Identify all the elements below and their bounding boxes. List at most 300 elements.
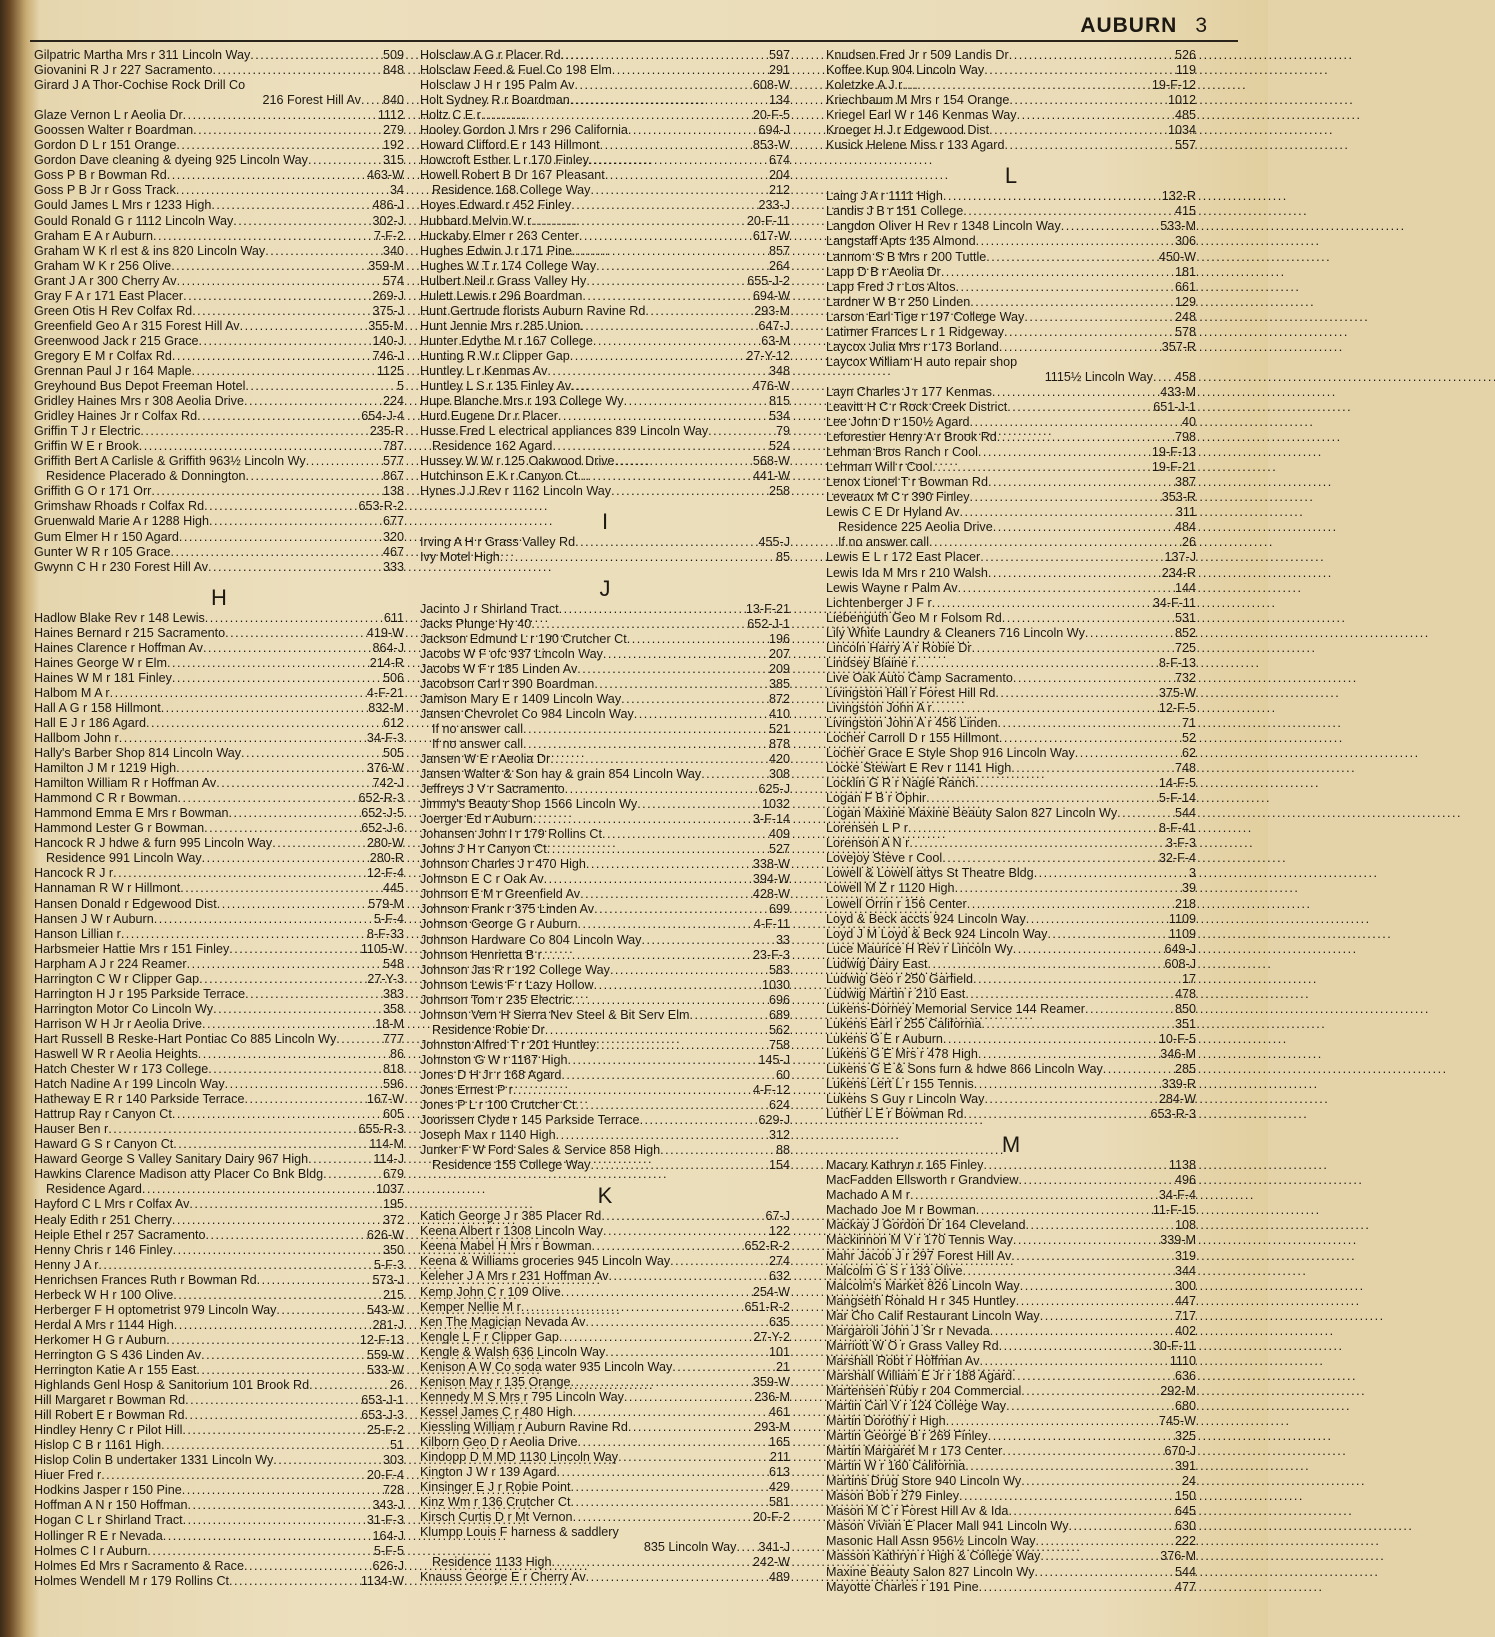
listing-name: Hulbert Neil r Grass Valley Hy (420, 273, 587, 288)
listing-entry (826, 566, 1196, 581)
listing-entry (826, 445, 1196, 460)
listing-entry (34, 319, 404, 334)
listing-entry (34, 1258, 404, 1273)
listing-name: Mar Cho Calif Restaurant Lincoln Way (826, 1308, 1040, 1323)
dot-leader (481, 108, 751, 123)
dot-leader (521, 1300, 743, 1315)
dot-leader (193, 123, 381, 138)
phone-number: 292-M (1160, 1383, 1196, 1398)
listing-entry (420, 1330, 790, 1345)
dot-leader (205, 611, 382, 626)
listing-name: Martin Margaret M r 173 Center (826, 1444, 1003, 1459)
phone-number: 236-M (754, 1389, 790, 1404)
phone-number: 410 (768, 706, 790, 721)
listing-entry (420, 797, 790, 812)
phone-number: 661 (1174, 279, 1196, 294)
listing-entry (34, 349, 404, 364)
listing-name: Greyhound Bus Depot Freeman Hotel (34, 379, 246, 394)
phone-number: 728 (382, 1483, 404, 1498)
dot-leader (970, 295, 1173, 310)
listing-entry (826, 1062, 1196, 1077)
listing-entry (826, 370, 1196, 385)
listing-name: Herberger F H optometrist 979 Lincoln Way (34, 1302, 277, 1317)
listing-name: Hoyes Edward r 452 Finley (420, 198, 572, 213)
listing-name: Laing J A r 1111 High (826, 189, 943, 204)
phone-number: 758 (768, 1037, 790, 1052)
listing-entry (420, 602, 790, 617)
phone-number: 848 (382, 63, 404, 78)
dot-leader (594, 978, 760, 993)
phone-number: 1037 (375, 1182, 404, 1197)
phone-number: 857 (768, 243, 790, 258)
listing-entry (826, 48, 1196, 63)
listing-entry (826, 250, 1196, 265)
listing-entry (420, 183, 790, 198)
phone-number: 52 (1181, 731, 1196, 746)
listing-name: Hally's Barber Shop 814 Lincoln Way (34, 746, 242, 761)
listing-entry (34, 716, 404, 731)
phone-number: 62 (1181, 746, 1196, 761)
listing-entry (420, 349, 790, 364)
listing-name: Lindsey Blaine r (826, 655, 916, 670)
phone-number: 840 (382, 93, 404, 108)
listing-name: Mason Bob r 279 Finley (826, 1489, 960, 1504)
phone-number: 867 (382, 469, 404, 484)
listing-entry (420, 454, 790, 469)
phone-number: 608-W (752, 78, 790, 93)
listing-name: Grimshaw Rhoads r Colfax Rd (34, 499, 205, 514)
dot-leader (174, 1318, 371, 1333)
dot-leader (1040, 1309, 1173, 1324)
phone-number: 26 (389, 1378, 404, 1393)
listing-name: Locklin G R r Nagle Ranch (826, 776, 976, 791)
phone-number: 348 (768, 363, 790, 378)
dot-leader (970, 415, 1180, 430)
dot-leader (188, 1498, 371, 1513)
dot-leader (984, 1092, 1156, 1107)
listing-entry (826, 108, 1196, 123)
phone-number: 319 (1174, 1248, 1196, 1263)
listing-name: Harrington H J r 195 Parkside Terrace (34, 986, 246, 1001)
listing-name: Locke Stewart E Rev r 1141 High (826, 761, 1012, 776)
listing-entry (420, 1113, 790, 1128)
listing-entry (34, 1273, 404, 1288)
dot-leader (309, 1378, 388, 1393)
listing-entry (34, 1559, 404, 1574)
phone-number: 31-F-3 (366, 1513, 404, 1528)
dot-leader (561, 48, 767, 63)
phone-number: 611 (383, 610, 404, 625)
phone-number: 674 (768, 153, 790, 168)
listing-entry (826, 626, 1196, 641)
dot-leader (565, 782, 757, 797)
dot-leader (1034, 866, 1187, 881)
listing-name: Holmes Ed Mrs r Sacramento & Race (34, 1558, 244, 1573)
listing-name: Logan Maxine Maxine Beauty Salon 827 Lincoln Wy (826, 806, 1118, 821)
listing-name: Hupe Blanche Mrs r 193 College Wy (420, 394, 624, 409)
listing-entry (34, 912, 404, 927)
dot-leader (308, 1152, 371, 1167)
dot-leader (139, 439, 381, 454)
phone-number: 832-M (368, 700, 404, 715)
listing-entry (34, 987, 404, 1002)
dot-leader (602, 827, 767, 842)
listing-name: Keena Albert r 1308 Lincoln Way (420, 1224, 603, 1239)
dot-leader (1002, 1444, 1162, 1459)
dot-leader (615, 454, 751, 469)
phone-number: 1112 (377, 108, 404, 123)
listing-entry (826, 265, 1196, 280)
phone-number: 224 (382, 394, 404, 409)
listing-entry (420, 1239, 790, 1254)
listing-entry (34, 1498, 404, 1513)
dot-leader (689, 1008, 767, 1023)
phone-number: 387 (1174, 475, 1196, 490)
listing-name: Jacobs W F ofc 937 Lincoln Way (420, 646, 603, 661)
phone-number: 625-J (758, 782, 790, 797)
listing-entry (826, 1188, 1196, 1203)
dot-leader (172, 349, 371, 364)
listing-entry (826, 881, 1196, 896)
listing-name: Kindopp D M MD 1130 Lincoln Way (420, 1450, 619, 1465)
phone-number: 86 (389, 1047, 404, 1061)
phone-number: 27-Y-12 (746, 348, 790, 363)
listing-entry (34, 48, 404, 63)
listing-entry (34, 214, 404, 229)
listing-entry (34, 942, 404, 957)
listing-name: Girard J A Thor-Cochise Rock Drill Co (34, 78, 246, 93)
listing-name: Herrington Katie A r 155 East (34, 1362, 197, 1377)
dot-leader (561, 1068, 774, 1083)
phone-number: 655-J-2 (747, 273, 790, 288)
phone-number: 140-J (372, 333, 404, 348)
phone-number: 167-W (366, 1092, 404, 1107)
dot-leader (573, 1510, 751, 1525)
phone-number: 4-F-12 (752, 1083, 790, 1097)
dot-leader (983, 1158, 1166, 1173)
listing-name: Mackay J Gordon Dr 164 Cleveland (826, 1218, 1026, 1233)
dot-leader (956, 280, 1173, 295)
phone-number: 204 (768, 168, 790, 183)
dot-leader (500, 550, 774, 565)
dot-leader (628, 1420, 752, 1435)
listing-entry (826, 942, 1196, 957)
phone-number: 652-R-3 (358, 791, 404, 806)
listing-name: Jacinto J r Shirland Tract (420, 601, 559, 616)
listing-entry (34, 1574, 404, 1589)
phone-number: 534 (768, 409, 790, 424)
dot-leader (233, 214, 370, 229)
listing-name: Hoffman A N r 150 Hoffman (34, 1498, 188, 1513)
dot-leader (926, 791, 1157, 806)
dot-leader (577, 662, 767, 677)
phone-number: 137-J (1164, 550, 1196, 565)
dot-leader (618, 1450, 768, 1465)
listing-entry (420, 1360, 790, 1375)
phone-number: 1012 (1167, 93, 1196, 108)
phone-number: 114-J (373, 1152, 404, 1167)
listing-entry (420, 902, 790, 917)
listing-name: Mackinnon M V r 170 Tennis Way (826, 1233, 1013, 1248)
phone-number: 489 (768, 1570, 790, 1585)
dot-leader (119, 731, 365, 746)
phone-number: 651-R-2 (744, 1299, 790, 1314)
phone-number: 852 (1174, 625, 1196, 640)
phone-number: 651-J-1 (1153, 399, 1196, 414)
listing-entry (34, 439, 404, 454)
listing-name: Hancock R J hdwe & furn 995 Lincoln Way (34, 836, 273, 851)
dot-leader (976, 234, 1173, 249)
dot-leader (612, 63, 767, 78)
listing-name: Hansen Donald r Edgewood Dist (34, 896, 217, 911)
phone-number: 338-W (752, 857, 790, 872)
listing-name: Knudsen Fred Jr r 509 Landis Dr (826, 48, 1009, 62)
listing-entry (34, 927, 404, 942)
listing-name: Halbom M A r (34, 685, 110, 700)
dot-leader (596, 1038, 767, 1053)
listing-entry (420, 379, 790, 394)
phone-number: 626-J (372, 1558, 404, 1573)
listing-entry (420, 1495, 790, 1510)
listing-entry (420, 707, 790, 722)
listing-entry (34, 881, 404, 896)
phone-number: 207 (768, 646, 790, 661)
listing-name: Giovanini R J r 227 Sacramento (34, 63, 213, 78)
listing-name: Lapp D B r Aeolia Dr (826, 264, 941, 279)
listing-entry (420, 168, 790, 183)
listing-entry (826, 1092, 1196, 1107)
listing-entry (34, 701, 404, 716)
listing-name: Hauser Ben r (34, 1122, 109, 1137)
listing-entry (420, 214, 790, 229)
listing-name: Lukens S Guy r Lincoln Way (826, 1092, 985, 1107)
phone-number: 652-J-5 (361, 806, 404, 821)
dot-leader (276, 1303, 364, 1318)
phone-number: 670-J (1164, 1444, 1196, 1459)
phone-number: 375-W (1158, 685, 1196, 700)
dot-leader (1035, 1565, 1173, 1580)
listing-entry (420, 1525, 790, 1540)
listing-entry (826, 1474, 1196, 1489)
listing-entry (826, 295, 1196, 310)
listing-entry (34, 168, 404, 183)
listing-name: Keena Mabel H Mrs r Bowman (420, 1239, 592, 1254)
dot-leader (172, 671, 381, 686)
phone-number: 3-F-3 (1165, 836, 1196, 851)
listing-entry (826, 1324, 1196, 1339)
dot-leader (574, 78, 750, 93)
dot-leader (571, 379, 751, 394)
dot-leader (589, 153, 767, 168)
listing-entry (826, 1077, 1196, 1092)
listing-name: Hubbard Melvin W r (420, 213, 532, 228)
listing-name: Greenfield Geo A r 315 Forest Hill Av (34, 318, 240, 333)
phone-number: 17 (1181, 971, 1196, 986)
listing-entry (420, 1083, 790, 1098)
phone-number: 4-F-11 (753, 917, 790, 932)
dot-leader (672, 1360, 774, 1375)
dot-leader (172, 1213, 381, 1228)
listing-name: Kenison A W Co soda water 935 Lincoln Way (420, 1359, 673, 1374)
listing-entry (420, 424, 790, 439)
listing-entry (826, 836, 1196, 851)
listing-name: Jones Ernest P r (420, 1083, 513, 1097)
dot-leader (1011, 1249, 1173, 1264)
listing-name: Harpham A J r 224 Reamer (34, 956, 187, 971)
dot-leader (1020, 1279, 1173, 1294)
listing-entry (420, 677, 790, 692)
listing-name: Jones P L r 100 Crutcher Ct (420, 1098, 576, 1113)
listing-entry (34, 1077, 404, 1092)
phone-number: 484 (1174, 520, 1196, 535)
listing-name: Luther L E r Bowman Rd (826, 1107, 964, 1122)
listing-entry (420, 550, 790, 565)
listing-entry (34, 514, 404, 529)
phone-number: 458 (1174, 369, 1196, 384)
phone-number: 10-F-5 (1158, 1031, 1196, 1046)
listing-name: Goossen Walter r Boardman (34, 123, 194, 138)
listing-entry (826, 138, 1196, 153)
listing-entry (34, 1453, 404, 1468)
listing-name: Residence 1133 High (432, 1555, 552, 1570)
dot-leader (265, 244, 381, 259)
listing-name: Husse Fred L electrical appliances 839 Lincoln Way (420, 424, 709, 439)
listing-name: Leforestier Henry A r Brook Rd (826, 430, 997, 445)
phone-number: 559-W (366, 1347, 404, 1362)
listing-name: Hatch Nadine A r 199 Lincoln Way (34, 1077, 225, 1092)
dot-leader (558, 409, 767, 424)
phone-number: 333 (382, 559, 404, 574)
phone-number: 509 (382, 48, 404, 62)
listing-entry (826, 1218, 1196, 1233)
phone-number: 878 (768, 736, 790, 751)
phone-number: 1110 (1169, 1353, 1196, 1368)
listing-name: Hatch Chester W r 173 College (34, 1062, 209, 1077)
dot-leader (670, 1254, 767, 1269)
listing-name: Gould James L Mrs r 1233 High (34, 198, 212, 213)
listing-entry (34, 1243, 404, 1258)
dot-leader (1013, 1233, 1158, 1248)
listing-entry (34, 394, 404, 409)
listing-name: Healy Edith r 251 Cherry (34, 1212, 172, 1227)
listing-name: Hislop C B r 1161 High (34, 1438, 162, 1453)
dot-leader (634, 707, 767, 722)
dot-leader (523, 737, 767, 752)
listing-entry (420, 1254, 790, 1269)
phone-number: 694-W (752, 288, 790, 303)
phone-number: 12-F-4 (366, 866, 404, 881)
phone-number: 496 (1174, 1173, 1196, 1188)
phone-number: 581 (768, 1495, 790, 1510)
phone-number: 455-J (758, 535, 790, 550)
listing-name: Hall A G r 158 Hillmont (34, 700, 161, 715)
listing-name: Latimer Frances L r 1 Ridgeway (826, 324, 1005, 339)
dot-leader (208, 560, 381, 575)
listing-name: Lukens Lert L r 155 Tennis (826, 1077, 974, 1092)
listing-name: Goss P B r Bowman Rd (34, 168, 167, 183)
listing-name: Mayotte Charles r 191 Pine (826, 1579, 979, 1594)
listing-name: Joerger Ed r Auburn (420, 812, 533, 827)
dot-leader (955, 881, 1180, 896)
dot-leader (1012, 1369, 1173, 1384)
listing-name: Leavitt H C r Rock Creek District (826, 399, 1008, 414)
dot-leader (177, 274, 381, 289)
listing-entry (826, 1459, 1196, 1474)
dot-leader (250, 48, 381, 63)
phone-number: 358 (382, 1001, 404, 1016)
listing-name: Kriechbaum M Mrs r 154 Orange (826, 93, 1010, 108)
phone-number: 649-J (1164, 941, 1196, 956)
phone-number: 4-F-21 (366, 685, 404, 700)
phone-number: 20-F-4 (366, 1468, 404, 1483)
listing-entry (420, 933, 790, 948)
phone-number: 34-F-11 (1152, 595, 1196, 610)
listing-entry (34, 1348, 404, 1363)
listing-name: Grant J A r 300 Cherry Av (34, 273, 177, 288)
dot-leader (208, 1062, 381, 1077)
phone-number: 647-J (758, 318, 790, 333)
phone-number: 181 (1174, 264, 1196, 279)
listing-entry (34, 1468, 404, 1483)
phone-number: 746-J (372, 348, 404, 363)
listing-entry (34, 1288, 404, 1303)
dot-leader (580, 319, 756, 334)
listing-name: Green Otis H Rev Colfax Rd (34, 303, 193, 318)
dot-leader (182, 1483, 381, 1498)
page-header (1080, 14, 1208, 38)
listing-name: Lukens G E r Auburn (826, 1031, 943, 1046)
listing-name: Lukens-Dorney Memorial Service 144 Reamer (826, 1001, 1085, 1016)
listing-name: Hancock R J r (34, 866, 114, 881)
listing-name: Knauss George E r Cherry Av (420, 1570, 586, 1585)
phone-number: 450-W (1158, 249, 1196, 264)
dot-leader (176, 761, 365, 776)
listing-entry (826, 927, 1196, 942)
listing-entry (826, 897, 1196, 912)
listing-entry (420, 1224, 790, 1239)
dot-leader (928, 957, 1163, 972)
listing-entry (420, 1158, 790, 1173)
listing-name: Hallbom John r (34, 731, 119, 746)
dot-leader (1047, 927, 1166, 942)
phone-number: 652-J-1 (747, 616, 790, 631)
listing-entry (420, 737, 790, 752)
dot-leader (932, 701, 1157, 716)
phone-number: 689 (768, 1007, 790, 1022)
dot-leader (196, 1363, 364, 1378)
listing-name: Leveaux M C r 390 Finley (826, 490, 970, 505)
phone-number: 60 (775, 1067, 790, 1082)
phone-number: 818 (382, 1062, 404, 1077)
listing-entry (420, 484, 790, 499)
phone-number: 557 (1174, 138, 1196, 153)
listing-name: Margaroli John J Sr r Nevada (826, 1323, 990, 1338)
phone-number: 445 (382, 881, 404, 896)
listing-name: Lowell Orrin r 156 Center (826, 896, 967, 911)
dot-leader (176, 138, 381, 153)
phone-number: 19-F-12 (1151, 78, 1196, 93)
listing-entry (826, 1444, 1196, 1459)
listing-entry (826, 581, 1196, 596)
phone-number: 264 (768, 258, 790, 273)
phone-number: 653-R-3 (1150, 1107, 1196, 1122)
listing-entry (34, 229, 404, 244)
listing-entry (420, 662, 790, 677)
listing-entry (420, 1420, 790, 1435)
listing-entry (420, 1023, 790, 1038)
phone-number: 315 (382, 153, 404, 168)
dot-leader (605, 1345, 767, 1360)
